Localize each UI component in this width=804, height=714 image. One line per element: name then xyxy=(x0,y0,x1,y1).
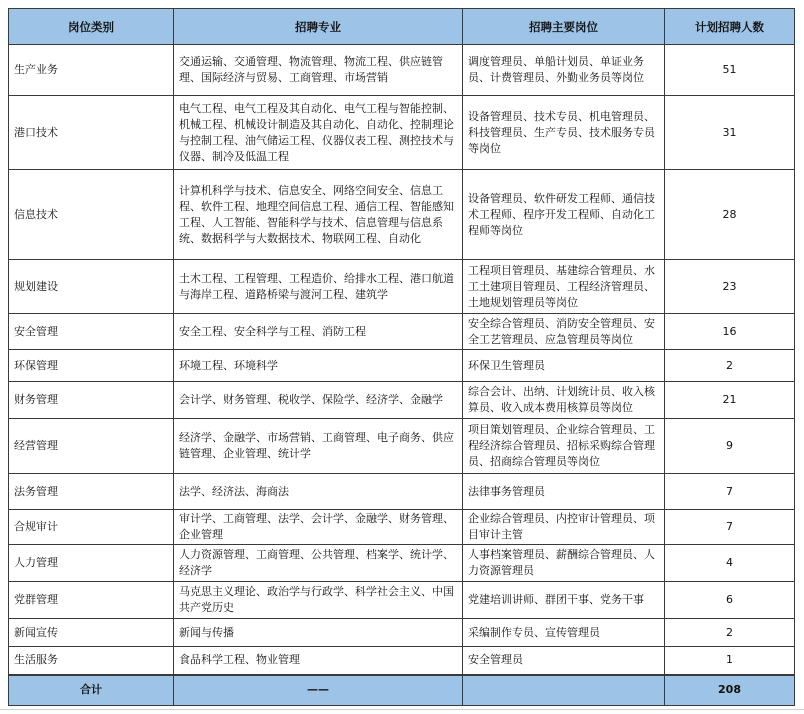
row-category: 生产业务 xyxy=(9,45,174,96)
row-count: 7 xyxy=(665,510,795,545)
row-count: 2 xyxy=(665,350,795,382)
total-row xyxy=(9,675,795,706)
row-count: 16 xyxy=(665,314,795,350)
header-positions: 招聘主要岗位 xyxy=(463,9,665,45)
row-count: 4 xyxy=(665,545,795,582)
row-positions: 环保卫生管理员 xyxy=(463,350,665,382)
row-category: 规划建设 xyxy=(9,260,174,314)
table-row xyxy=(9,545,795,582)
table-row xyxy=(9,582,795,619)
row-positions: 采编制作专员、宣传管理员 xyxy=(463,619,665,647)
row-count: 21 xyxy=(665,382,795,419)
row-count: 6 xyxy=(665,582,795,619)
row-category: 法务管理 xyxy=(9,474,174,510)
row-positions: 法律事务管理员 xyxy=(463,474,665,510)
total-count: 208 xyxy=(665,675,795,706)
total-label: 合计 xyxy=(9,675,174,706)
row-category: 环保管理 xyxy=(9,350,174,382)
table-row xyxy=(9,510,795,545)
table-row xyxy=(9,382,795,419)
table-row xyxy=(9,260,795,314)
table-row xyxy=(9,96,795,170)
header-category: 岗位类别 xyxy=(9,9,174,45)
row-count: 1 xyxy=(665,647,795,675)
row-majors: 新闻与传播 xyxy=(174,619,463,647)
row-category: 党群管理 xyxy=(9,582,174,619)
row-category: 人力管理 xyxy=(9,545,174,582)
row-category: 新闻宣传 xyxy=(9,619,174,647)
row-majors: 人力资源管理、工商管理、公共管理、档案学、统计学、经济学 xyxy=(174,545,463,582)
total-empty xyxy=(463,675,665,706)
row-positions: 人事档案管理员、薪酬综合管理员、人力资源管理员 xyxy=(463,545,665,582)
row-majors: 环境工程、环境科学 xyxy=(174,350,463,382)
row-positions: 安全管理员 xyxy=(463,647,665,675)
row-positions: 企业综合管理员、内控审计管理员、项目审计主管 xyxy=(463,510,665,545)
row-category: 安全管理 xyxy=(9,314,174,350)
row-count: 7 xyxy=(665,474,795,510)
row-positions: 设备管理员、软件研发工程师、通信技术工程师、程序开发工程师、自动化工程师等岗位 xyxy=(463,170,665,260)
row-positions: 党建培训讲师、群团干事、党务干事 xyxy=(463,582,665,619)
table-row xyxy=(9,350,795,382)
row-count: 31 xyxy=(665,96,795,170)
table-row xyxy=(9,314,795,350)
row-count: 28 xyxy=(665,170,795,260)
row-count: 9 xyxy=(665,419,795,474)
row-majors: 安全工程、安全科学与工程、消防工程 xyxy=(174,314,463,350)
header-majors: 招聘专业 xyxy=(174,9,463,45)
row-category: 经营管理 xyxy=(9,419,174,474)
row-majors: 会计学、财务管理、税收学、保险学、经济学、金融学 xyxy=(174,382,463,419)
row-category: 生活服务 xyxy=(9,647,174,675)
header-row xyxy=(9,9,795,45)
row-count: 23 xyxy=(665,260,795,314)
row-count: 2 xyxy=(665,619,795,647)
row-category: 信息技术 xyxy=(9,170,174,260)
page-edge-divider xyxy=(0,709,804,710)
row-majors: 马克思主义理论、政治学与行政学、科学社会主义、中国共产党历史 xyxy=(174,582,463,619)
row-majors: 食品科学工程、物业管理 xyxy=(174,647,463,675)
row-positions: 综合会计、出纳、计划统计员、收入核算员、收入成本费用核算员等岗位 xyxy=(463,382,665,419)
table-row xyxy=(9,647,795,675)
row-positions: 项目策划管理员、企业综合管理员、工程经济综合管理员、招标采购综合管理员、招商综合管理员等岗位 xyxy=(463,419,665,474)
table-row xyxy=(9,45,795,96)
row-count: 51 xyxy=(665,45,795,96)
row-majors: 土木工程、工程管理、工程造价、给排水工程、港口航道与海岸工程、道路桥梁与渡河工程、建筑学 xyxy=(174,260,463,314)
row-category: 合规审计 xyxy=(9,510,174,545)
row-majors: 法学、经济法、海商法 xyxy=(174,474,463,510)
row-category: 财务管理 xyxy=(9,382,174,419)
row-majors: 审计学、工商管理、法学、会计学、金融学、财务管理、企业管理 xyxy=(174,510,463,545)
row-positions: 工程项目管理员、基建综合管理员、水工土建项目管理员、工程经济管理员、土地规划管理员等岗位 xyxy=(463,260,665,314)
row-category: 港口技术 xyxy=(9,96,174,170)
row-majors: 交通运输、交通管理、物流管理、物流工程、供应链管理、国际经济与贸易、工商管理、市场营销 xyxy=(174,45,463,96)
table-row xyxy=(9,419,795,474)
total-dash: —— xyxy=(174,675,463,706)
recruitment-plan-table xyxy=(8,8,795,706)
table-row xyxy=(9,474,795,510)
row-positions: 安全综合管理员、消防安全管理员、安全工艺管理员、应急管理员等岗位 xyxy=(463,314,665,350)
row-majors: 计算机科学与技术、信息安全、网络空间安全、信息工程、软件工程、地理空间信息工程、通信工程、智能感知工程、人工智能、智能科学与技术、信息管理与信息系统、数据科学与大数据技术、物联网工程、自动化 xyxy=(174,170,463,260)
row-positions: 调度管理员、单船计划员、单证业务员、计费管理员、外勤业务员等岗位 xyxy=(463,45,665,96)
table-row xyxy=(9,170,795,260)
row-majors: 电气工程、电气工程及其自动化、电气工程与智能控制、机械工程、机械设计制造及其自动化、自动化、控制理论与控制工程、油气储运工程、仪器仪表工程、测控技术与仪器、制冷及低温工程 xyxy=(174,96,463,170)
table-row xyxy=(9,619,795,647)
row-majors: 经济学、金融学、市场营销、工商管理、电子商务、供应链管理、企业管理、统计学 xyxy=(174,419,463,474)
row-positions: 设备管理员、技术专员、机电管理员、科技管理员、生产专员、技术服务专员等岗位 xyxy=(463,96,665,170)
header-count: 计划招聘人数 xyxy=(665,9,795,45)
